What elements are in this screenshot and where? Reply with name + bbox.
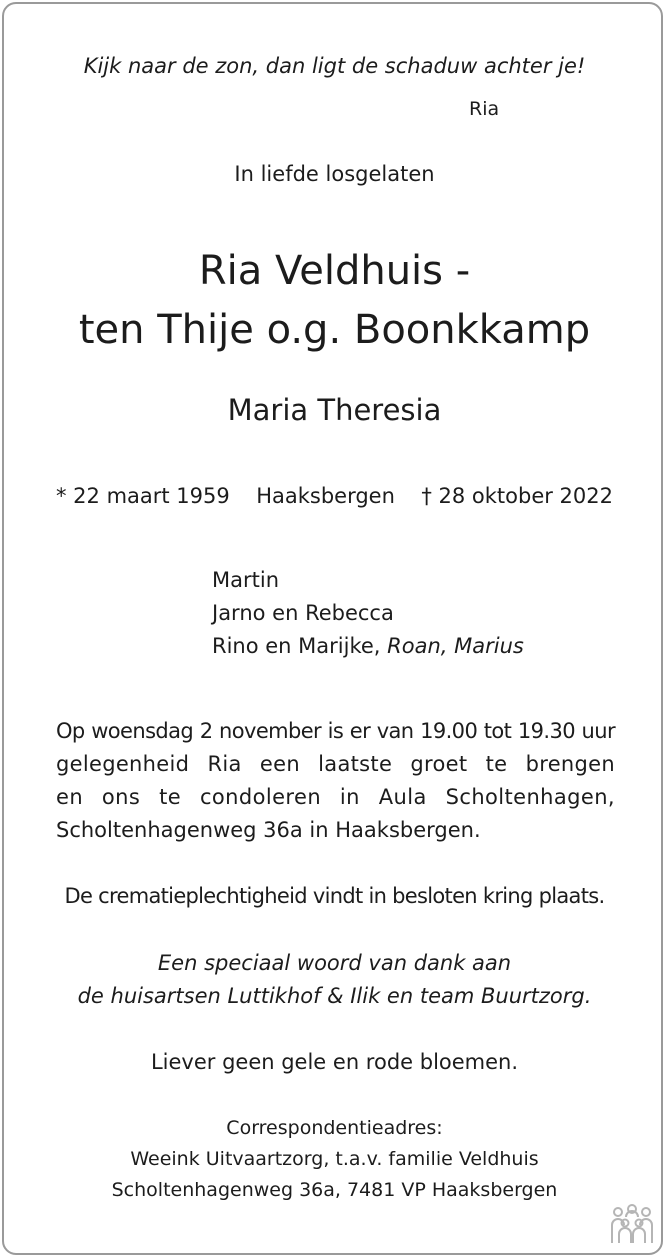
correspondence-title: Correspondentieadres: [226, 1117, 443, 1139]
thanks-line-1: Een speciaal woord van dank aan [157, 951, 512, 975]
thanks-line-2: de huisartsen Luttikhof & Ilik en team Buurtzorg. [77, 984, 592, 1008]
death-date: † 28 oktober 2022 [421, 484, 613, 508]
quote-author: Ria [469, 98, 500, 120]
family-grandchildren: Roan, Marius [387, 634, 524, 658]
birth-date: * 22 maart 1959 [56, 484, 230, 508]
family-line-3-names: Rino en Marijke, [212, 634, 381, 658]
farewell-line-3: en ons te condoleren in Aula Scholtenhagen, [56, 785, 615, 809]
correspondence-line-1: Weeink Uitvaartzorg, t.a.v. familie Veldhuis [130, 1148, 539, 1170]
deceased-name-line2: ten Thije o.g. Boonkkamp [78, 307, 591, 353]
deceased-given-names: Maria Theresia [227, 393, 442, 427]
family-line-1: Martin [212, 568, 279, 592]
family-line-3 [212, 634, 524, 658]
farewell-line-1: Op woensdag 2 november is er van 19.00 tot 19.30 uur [56, 719, 615, 743]
dates-row [56, 484, 613, 508]
farewell-line-2: gelegenheid Ria een laatste groet te brengen [56, 752, 615, 776]
quote-text: Kijk naar de zon, dan ligt de schaduw achter je! [83, 54, 586, 78]
intro-text: In liefde losgelaten [234, 162, 435, 186]
farewell-line-4: Scholtenhagenweg 36a in Haaksbergen. [56, 818, 481, 842]
deceased-name-line1: Ria Veldhuis - [198, 248, 471, 294]
people-group-icon [608, 1203, 656, 1245]
correspondence-line-2: Scholtenhagenweg 36a, 7481 VP Haaksbergen [111, 1179, 558, 1201]
flowers-notice: Liever geen gele en rode bloemen. [150, 1050, 519, 1074]
family-line-2: Jarno en Rebecca [212, 601, 394, 625]
birth-place: Haaksbergen [256, 484, 395, 508]
cremation-notice: De crematieplechtigheid vindt in besloten kring plaats. [64, 884, 605, 908]
